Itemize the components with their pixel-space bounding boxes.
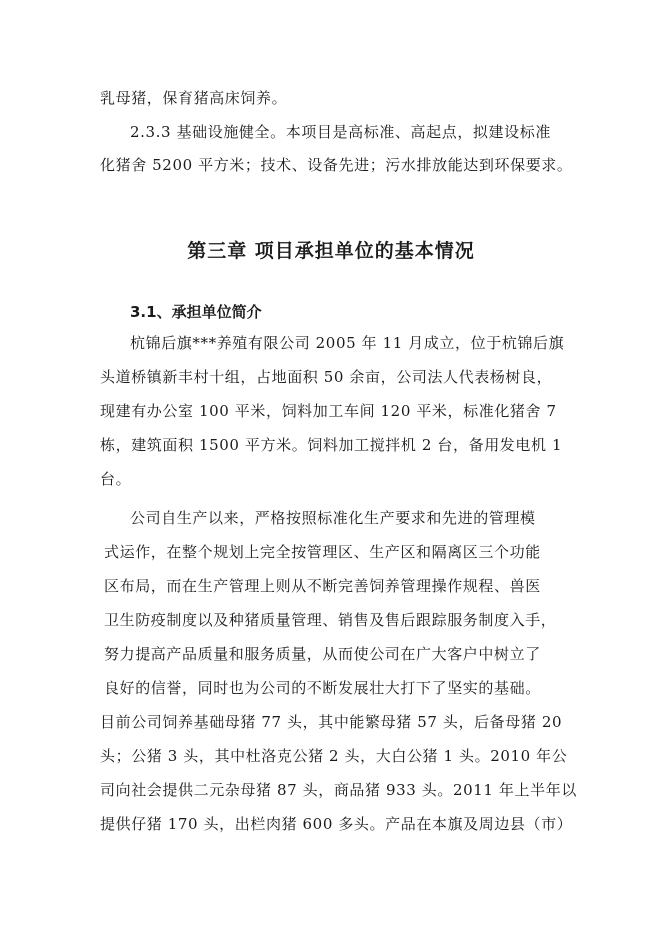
text-line: 良好的信誉，同时也为公司的不断发展壮大打下了坚实的基础。 [104, 679, 541, 697]
text-line: 提供仔猪 170 头，出栏肉猪 600 多头。产品在本旗及周边县（市） [100, 815, 573, 833]
text-line: 头；公猪 3 头，其中杜洛克公猪 2 头，大白公猪 1 头。2010 年公 [100, 747, 568, 765]
text-line: 头道桥镇新丰村十组，占地面积 50 余亩，公司法人代表杨树良， [100, 368, 553, 386]
text-line: 现建有办公室 100 平米，饲料加工车间 120 平米，标准化猪舍 7 [100, 402, 557, 420]
text-line: 目前公司饲养基础母猪 77 头，其中能繁母猪 57 头，后备母猪 20 [100, 713, 563, 731]
text-line: 式运作，在整个规划上完全按管理区、生产区和隔离区三个功能 [104, 543, 541, 561]
text-line: 化猪舍 5200 平方米；技术、设备先进；污水排放能达到环保要求。 [100, 156, 573, 174]
text-line: 区布局，而在生产管理上则从不断完善饲养管理操作规程、兽医 [104, 577, 541, 595]
text-line: 2.3.3 基础设施健全。本项目是高标准、高起点，拟建设标准 [130, 123, 551, 141]
text-line: 乳母猪，保育猪高床饲养。 [100, 89, 288, 107]
section-title: 3.1、承担单位简介 [130, 303, 262, 321]
text-line: 栋，建筑面积 1500 平方米。饲料加工搅拌机 2 台，备用发电机 1 [100, 436, 563, 454]
chapter-title: 第三章 项目承担单位的基本情况 [187, 240, 475, 262]
text-line: 司向社会提供二元杂母猪 87 头，商品猪 933 头。2011 年上半年以 [100, 781, 577, 799]
text-line: 台。 [100, 470, 132, 488]
text-line: 努力提高产品质量和服务质量，从而使公司在广大客户中树立了 [104, 645, 541, 663]
text-line: 卫生防疫制度以及种猪质量管理、销售及售后跟踪服务制度入手， [104, 611, 557, 629]
text-line: 杭锦后旗***养殖有限公司 2005 年 11 月成立，位于杭锦后旗 [130, 334, 565, 352]
text-line: 公司自生产以来，严格按照标准化生产要求和先进的管理模 [130, 509, 536, 527]
